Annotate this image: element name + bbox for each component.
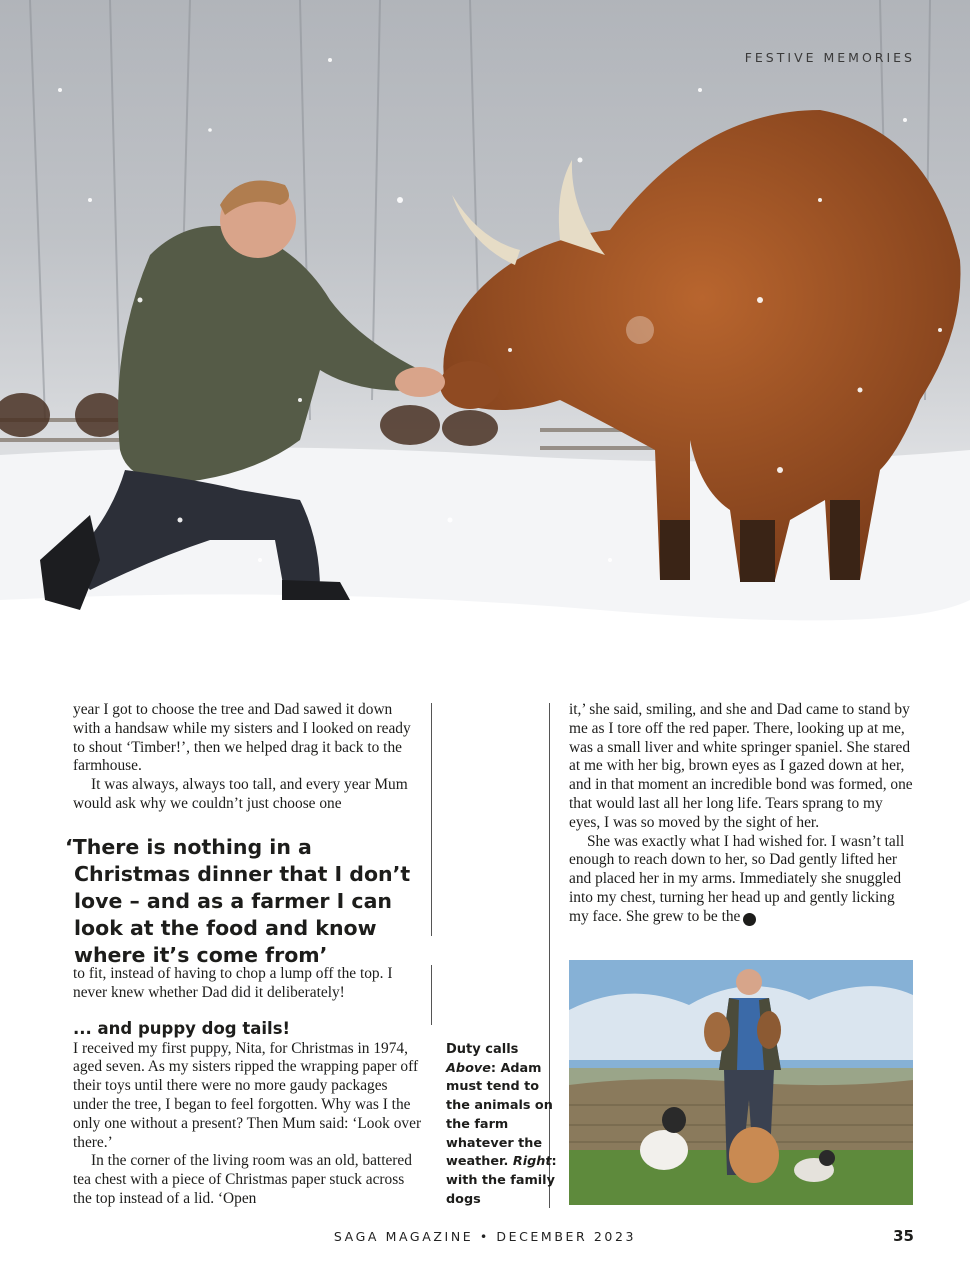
caption-title: Duty calls xyxy=(446,1042,519,1057)
column-rule xyxy=(431,703,432,936)
caption-text-above: : Adam must tend to the animals on the farm whatever the weather. xyxy=(446,1060,553,1170)
running-head: FESTIVE MEMORIES xyxy=(744,50,915,65)
caption-label-above: Above xyxy=(446,1060,491,1076)
right-column xyxy=(569,701,914,927)
footer-masthead: SAGA MAGAZINE • DECEMBER 2023 xyxy=(333,1229,637,1244)
pull-quote: ‘There is nothing in a Christmas dinner that I don’t love – and as a farmer I can look at the food and know where it’s come from’ xyxy=(65,835,411,967)
page-number: 35 xyxy=(893,1227,914,1245)
caption-label-right: Right xyxy=(512,1154,552,1170)
dogs-illustration xyxy=(569,960,913,1205)
left-column-bottom xyxy=(73,965,423,1209)
paragraph: to fit, instead of having to chop a lump off the top. I never knew whether Dad did it deliberately! xyxy=(73,965,393,1001)
caption-text-right: : with the family dogs xyxy=(446,1154,557,1207)
section-subhead: ... and puppy dog tails! xyxy=(73,1018,291,1038)
column-rule xyxy=(431,965,432,1025)
paragraph-text: She was exactly what I had wished for. I wasn’t tall enough to reach down to her, so Dad gently lifted her and placed her in my arms. Immediately she snuggled into my chest, turning her head up and gently licking my face. She grew to be the xyxy=(569,832,905,925)
dogs-photo xyxy=(569,960,913,1205)
arrow-right-circle-icon: ➔ xyxy=(743,913,756,926)
paragraph: It was always, always too tall, and every year Mum would ask why we couldn’t just choose one xyxy=(73,776,408,812)
paragraph: it,’ she said, smiling, and she and Dad came to stand by me as I tore off the red paper. There, looking up at me, was a small liver and white springer spaniel. She stared at me with her big, brown eyes as I gazed down at her, and in that moment an incredible bond was formed, one that would last all her long life. Tears sprang to my eyes, I was so moved by the sight of her. xyxy=(569,701,913,831)
paragraph xyxy=(569,833,914,927)
paragraph: I received my first puppy, Nita, for Christmas in 1974, aged seven. As my sisters ripped the wrapping paper off their toys until there were no more gaudy packages under the tree, I began to feel forgotten. Why was I the only one without a present? Then Mum said: ‘Look over there.’ xyxy=(73,1039,422,1151)
paragraph: In the corner of the living room was an old, battered tea chest with a piece of Christmas paper stuck across the top instead of a lid. ‘Open xyxy=(73,1152,412,1207)
left-column-top xyxy=(73,701,423,814)
photo-caption xyxy=(446,1041,558,1209)
paragraph: year I got to choose the tree and Dad sawed it down with a handsaw while my sisters and I looked on ready to shout ‘Timber!’, then we helped drag it back to the farmhouse. xyxy=(73,701,411,775)
